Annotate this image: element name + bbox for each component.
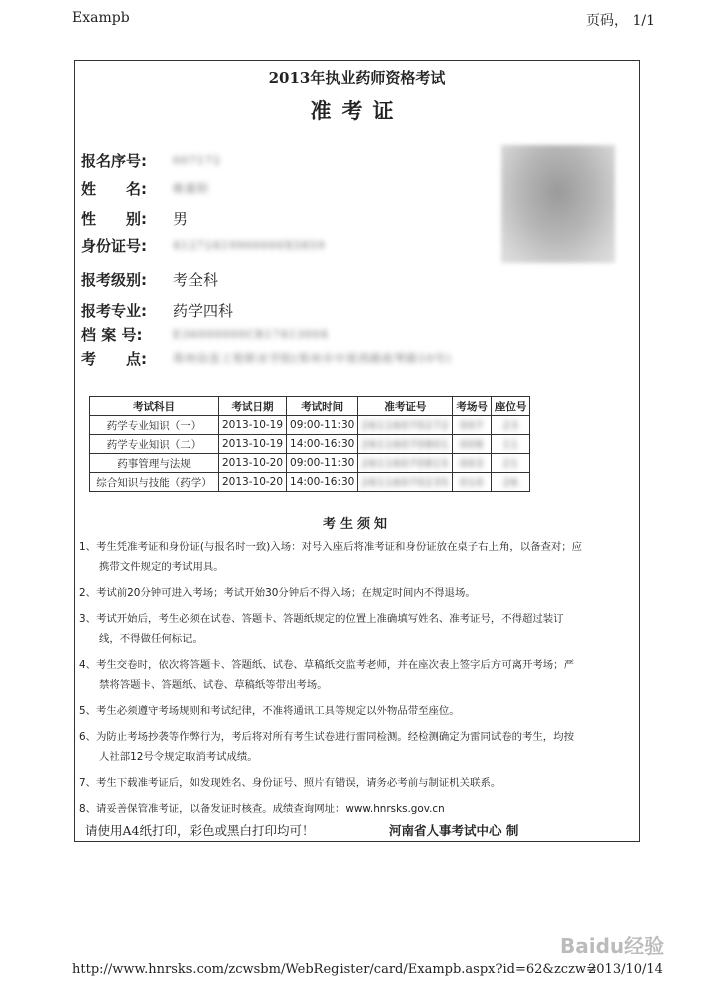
notice-line-continued: 禁将答题卡、答题纸、试卷、草稿纸等带出考场。 [99,679,328,691]
field-row [81,347,452,369]
field-row [81,323,329,345]
table-row [90,473,530,492]
notice-title: 考生须知 [322,517,391,532]
cell-ticket-redacted: 26116070801 [358,435,453,454]
cell-seat-redacted: 11 [491,435,530,454]
cell-time: 09:00-11:30 [287,454,358,473]
field-row [81,149,221,171]
page-footer-url: http://www.hnrsks.com/zcwsbm/WebRegister/card/Exampb.aspx?id=62&zczw= [72,962,597,977]
cell-date: 2013-10-19 [219,435,287,454]
notice-line: 1、考生凭准考证和身份证(与报名时一致)入场：对号入座后将准考证和身份证放在桌子右上角，以备查对；应 [79,541,583,553]
field-label: 姓 名: [81,179,147,198]
field-value-redacted: 41272419900000X5859 [173,238,326,252]
notice-line: 4、考生交卷时，依次将答题卡、答题纸、试卷、草稿纸交监考老师，并在座次表上签字后方可离开考场；严 [79,659,574,671]
cell-room-redacted: 007 [453,416,492,435]
field-row [81,268,218,290]
table-row [90,416,530,435]
page-header-left: Exampb [72,10,130,26]
notice-item [79,727,633,767]
exam-schedule-table [89,396,530,492]
notice-line-continued: 线，不得做任何标记。 [99,633,203,645]
notice-line: 6、为防止考场抄袭等作弊行为，考后将对所有考生试卷进行雷同检测。经检测确定为雷同试卷的考生，均按 [79,731,574,743]
field-value-redacted: 007172 [173,153,221,167]
cell-subject: 药学专业知识（一） [90,416,219,435]
notice-line: 7、考生下载准考证后，如发现姓名、身份证号、照片有错误，请务必考前与制证机关联系。 [79,777,502,789]
notice-line: 2、考试前20分钟可进入考场；考试开始30分钟后不得入场；在规定时间内不得退场。 [79,587,476,599]
admission-card [74,60,640,842]
notice-item [79,609,633,649]
field-row [81,234,326,256]
field-label: 档 案 号: [81,325,143,344]
field-row [81,299,233,321]
cell-ticket-redacted: 26116070235 [358,473,453,492]
field-value-redacted: 郑州信息工程职业学院(郑州市中原西路政琴路10号) [173,352,452,365]
notice-line: 5、考生必须遵守考场规则和考试纪律，不准将通讯工具等规定以外物品带至座位。 [79,705,460,717]
cell-date: 2013-10-20 [219,473,287,492]
column-header: 考场号 [453,397,492,416]
column-header: 准考证号 [358,397,453,416]
cell-subject: 药事管理与法规 [90,454,219,473]
field-value-redacted: E36000000CR17413004 [173,327,329,341]
cell-seat-redacted: 26 [491,473,530,492]
cell-date: 2013-10-20 [219,454,287,473]
field-value: 男 [173,209,189,228]
column-header: 考试日期 [219,397,287,416]
cell-subject: 综合知识与技能（药学） [90,473,219,492]
notice-item [79,655,633,695]
notice-line-continued: 携带文件规定的考试用具。 [99,561,224,573]
cell-time: 14:00-16:30 [287,473,358,492]
field-row [81,177,209,199]
cell-seat-redacted: 21 [491,454,530,473]
cell-room-redacted: 003 [453,454,492,473]
notice-list [79,537,633,825]
field-value-redacted: 姚重阳 [173,182,209,195]
notice-item [79,583,633,603]
card-subtitle: 准考证 [310,98,404,123]
cell-room-redacted: 010 [453,473,492,492]
page-footer-date: 2013/10/14 [588,962,663,977]
cell-ticket-redacted: 26116070815 [358,454,453,473]
cell-time: 14:00-16:30 [287,435,358,454]
field-value: 考全科 [173,270,219,289]
notice-line: 8、请妥善保管准考证，以备发证时核查。成绩查询网址：www.hnrsks.gov.cn [79,803,445,815]
field-label: 报考级别: [81,270,147,289]
notice-item [79,701,633,721]
field-value: 药学四科 [173,301,234,320]
notice-item [79,799,633,819]
issuer: 河南省人事考试中心 制 [389,823,519,838]
table-header-row [90,397,530,416]
cell-subject: 药学专业知识（二） [90,435,219,454]
field-row [81,207,188,229]
page-header-right: 页码， 1/1 [586,13,655,29]
photo-redacted [501,145,615,263]
table-row [90,435,530,454]
cell-time: 09:00-11:30 [287,416,358,435]
field-label: 考 点: [81,349,147,368]
field-label: 性 别: [81,209,147,228]
cell-seat-redacted: 23 [491,416,530,435]
card-title: 2013年执业药师资格考试 [268,69,446,87]
column-header: 考试时间 [287,397,358,416]
notice-item [79,537,633,577]
cell-ticket-redacted: 26116070272 [358,416,453,435]
notice-line: 3、考试开始后，考生必须在试卷、答题卡、答题纸规定的位置上准确填写姓名、准考证号，不得超过装订 [79,613,564,625]
column-header: 座位号 [491,397,530,416]
notice-item [79,773,633,793]
cell-room-redacted: 008 [453,435,492,454]
watermark: Baidu经验 [560,934,665,958]
field-label: 身份证号: [81,236,147,255]
table-row [90,454,530,473]
notice-line-continued: 人社部12号令规定取消考试成绩。 [99,751,258,763]
print-note: 请使用A4纸打印，彩色或黑白打印均可！ [85,823,315,838]
field-label: 报考专业: [81,301,147,320]
field-label: 报名序号: [81,151,147,170]
cell-date: 2013-10-19 [219,416,287,435]
column-header: 考试科目 [90,397,219,416]
